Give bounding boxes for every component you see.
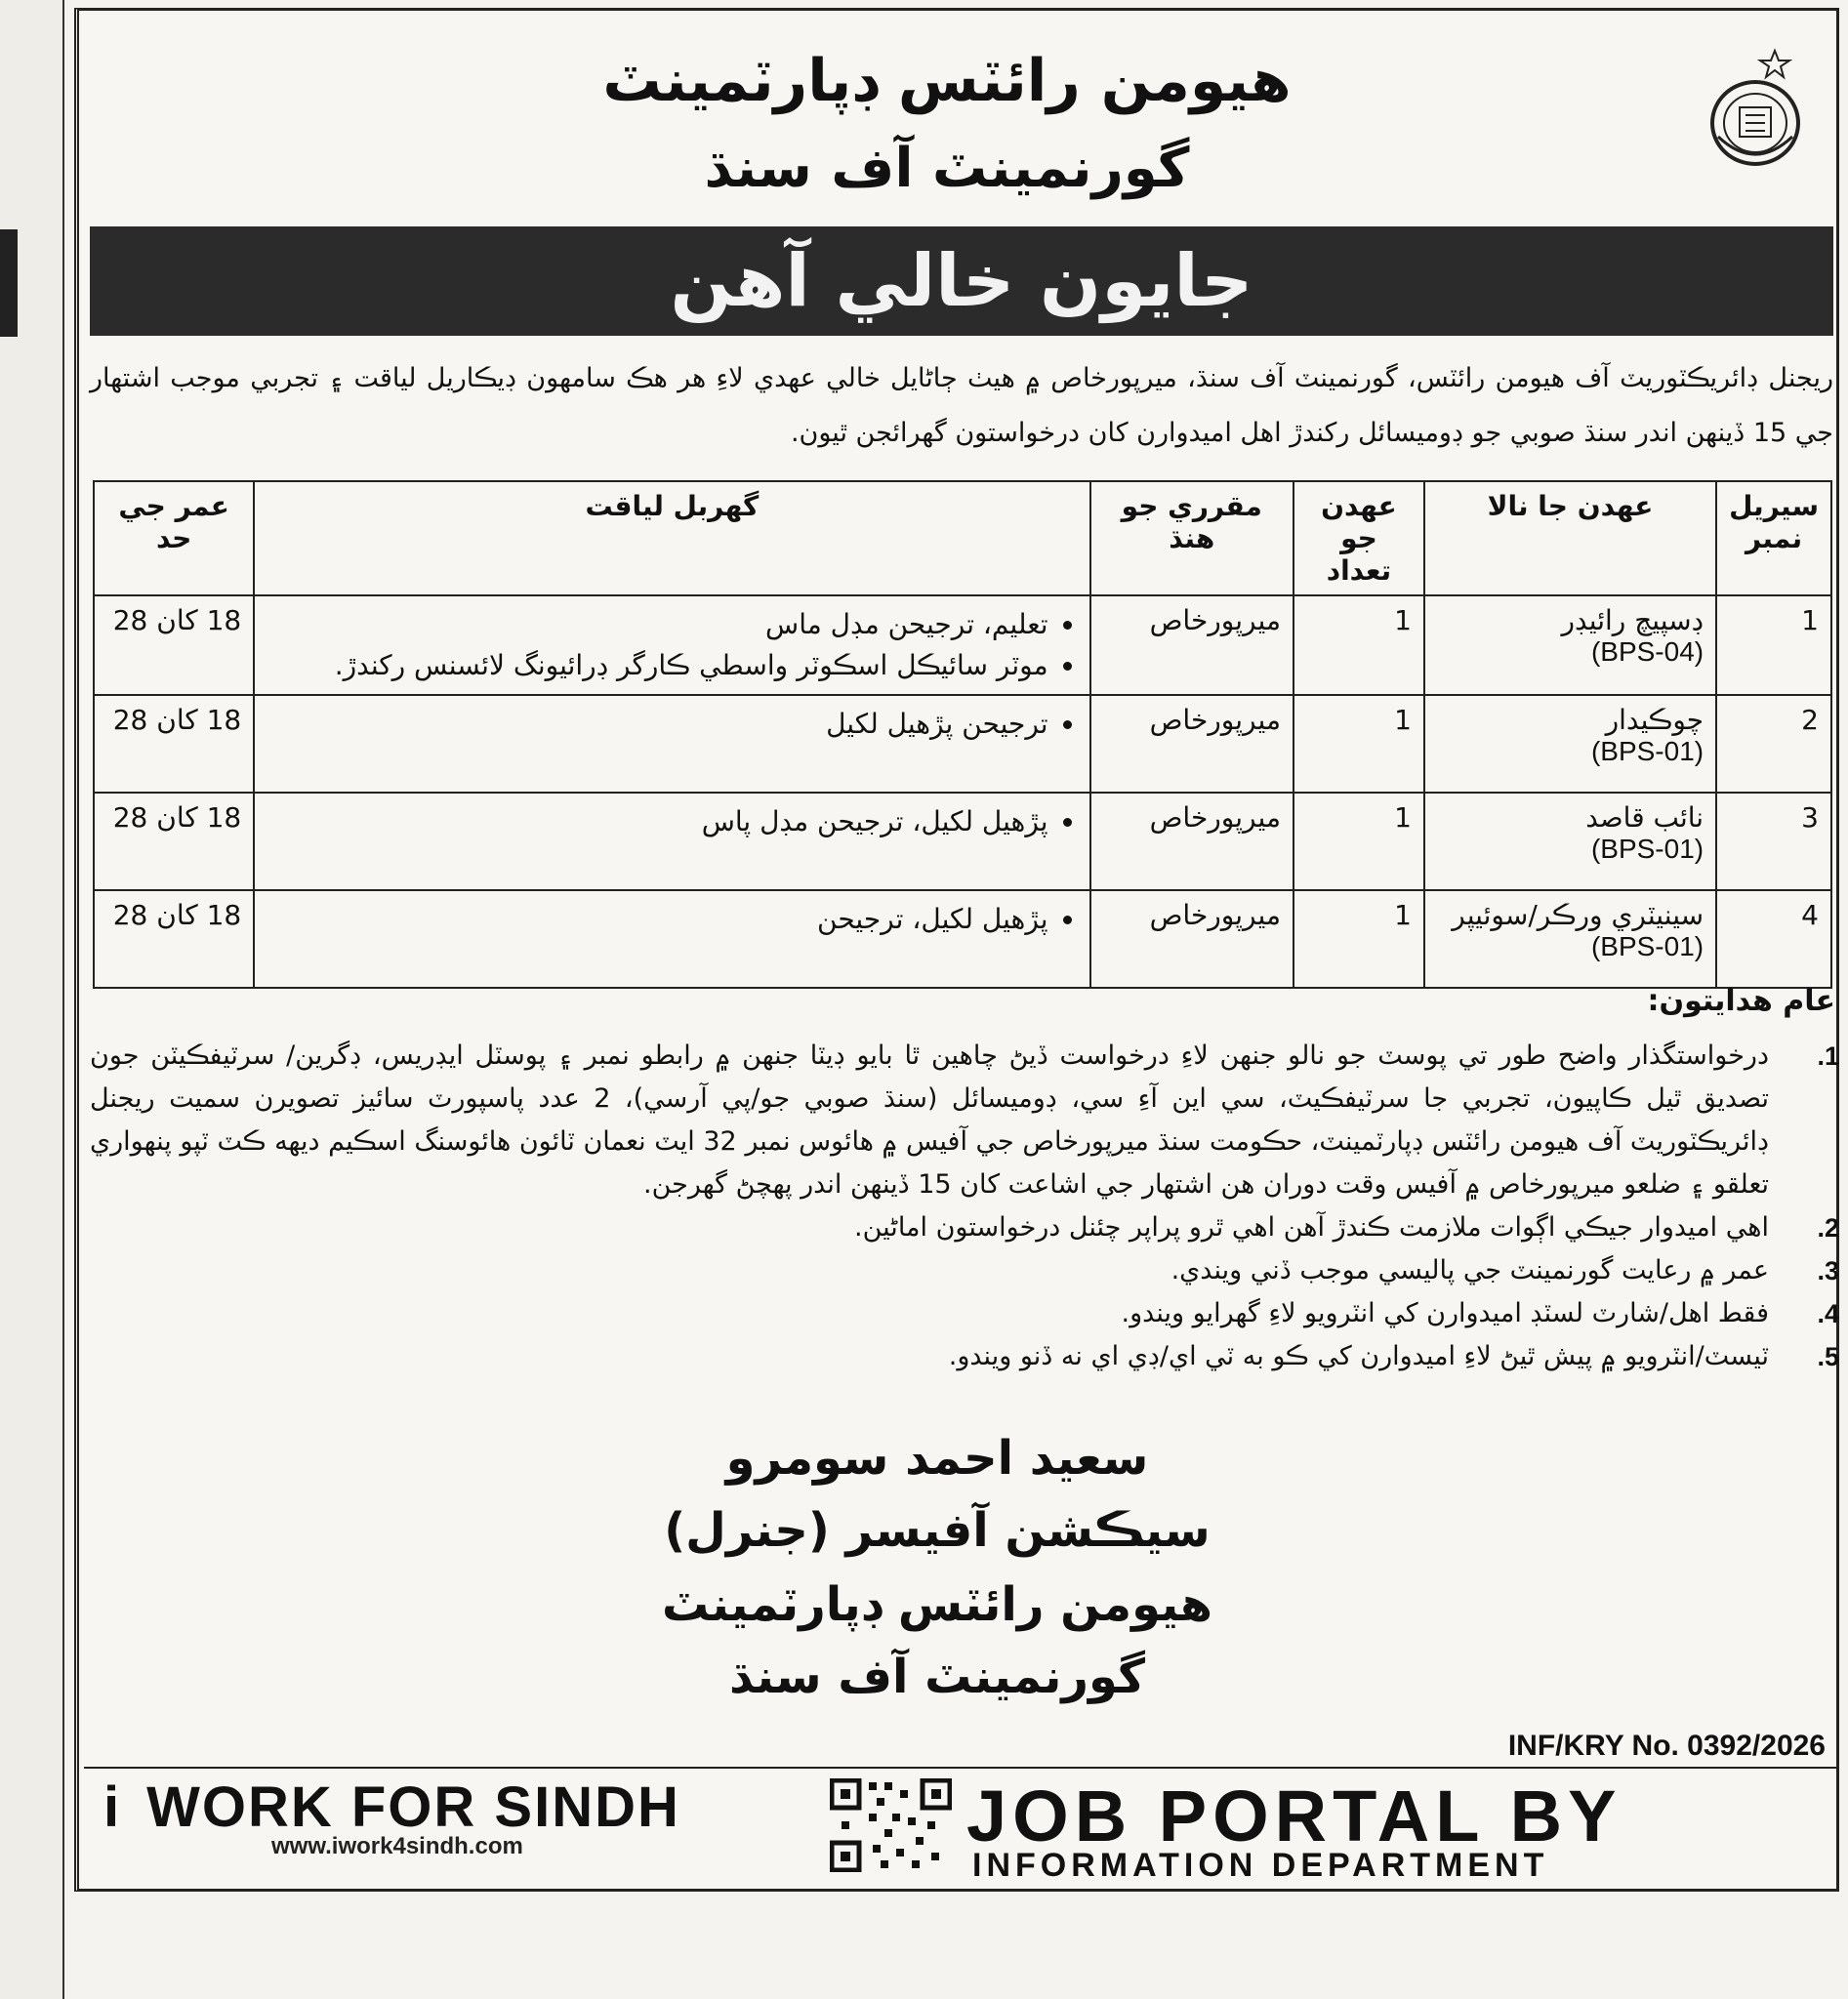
brand-text: WORK FOR SINDH xyxy=(146,1775,680,1839)
header-qualification: گهربل لياقت xyxy=(254,481,1089,595)
header-count: عهدن جو تعداد xyxy=(1294,481,1424,595)
cell-location: ميرپورخاص xyxy=(1090,595,1294,695)
cell-count: 1 xyxy=(1294,595,1424,695)
header-serial: سيريل نمبر xyxy=(1716,481,1831,595)
instructions-list xyxy=(90,1035,1839,1378)
table-row xyxy=(94,793,1831,890)
intro-paragraph: ريجنل ڊائريڪٽوريٽ آف هيومن رائٽس، گورنمينٽ آف سنڌ، ميرپورخاص ۾ هيٺ ڄاڻايل خالي عهدي لاءِ هر هڪ سامهون ڊيڪاريل لياقت ۽ تجربي موجب اشتهار جي 15 ڏينهن اندر سنڌ صوبي جو ڊوميسائل رکندڙ اهل اميدوارن کان درخواستون گهرائجن ٿيون. xyxy=(90,363,1833,448)
qualification-item: • ترجيحن پڙهيل لکيل xyxy=(267,704,1047,745)
signatory-government: گورنمينٽ آف سنڌ xyxy=(729,1650,1145,1704)
instruction-number: 3. xyxy=(1817,1256,1839,1285)
table-row xyxy=(94,595,1831,695)
government-title: گورنمينٽ آف سنڌ xyxy=(704,137,1190,200)
table-header-row xyxy=(94,481,1831,595)
cell-location: ميرپورخاص xyxy=(1090,695,1294,793)
signatory-department: هيومن رائٽس ڊپارٽمينٽ xyxy=(661,1577,1213,1632)
table-row xyxy=(94,695,1831,793)
cell-location: ميرپورخاص xyxy=(1090,890,1294,988)
cell-post xyxy=(1424,793,1716,890)
cell-serial: 3 xyxy=(1716,793,1831,890)
reference-number: INF/KRY No. 0392/2026 xyxy=(1507,1730,1826,1762)
instruction-number: 1. xyxy=(1817,1041,1839,1071)
post-name: چوڪيدار xyxy=(1605,704,1704,736)
instruction-number: 5. xyxy=(1817,1342,1839,1371)
cell-count: 1 xyxy=(1294,793,1424,890)
table-row xyxy=(94,890,1831,988)
portal-url: www.iwork4sindh.com xyxy=(271,1833,523,1859)
cell-age: 18 کان 28 xyxy=(94,595,254,695)
instruction-item xyxy=(90,1206,1839,1249)
cell-post xyxy=(1424,890,1716,988)
post-bps: (BPS-01) xyxy=(1590,931,1704,961)
adjacent-column-strip xyxy=(0,0,64,1999)
cell-post xyxy=(1424,595,1716,695)
post-bps: (BPS-01) xyxy=(1590,834,1704,864)
instruction-item xyxy=(90,1035,1839,1206)
department-title: هيومن رائٽس ڊپارٽمينٽ xyxy=(602,47,1292,115)
header-age: عمر جي حد xyxy=(94,481,254,595)
portal-title: JOB PORTAL BY xyxy=(966,1775,1622,1856)
cell-qualification xyxy=(254,890,1089,988)
cell-count: 1 xyxy=(1294,890,1424,988)
instruction-number: 4. xyxy=(1817,1299,1839,1328)
iwork-brand xyxy=(96,1775,680,1840)
cell-serial: 1 xyxy=(1716,595,1831,695)
sindh-government-emblem-icon xyxy=(1706,47,1804,172)
instruction-text: اهي اميدوار جيڪي اڳوات ملازمت ڪندڙ آهن اهي ٿرو پراپر چئنل درخواستون اماڻين. xyxy=(854,1212,1769,1243)
header-post: عهدن جا نالا xyxy=(1424,481,1716,595)
instruction-text: درخواستگذار واضح طور تي پوسٽ جو نالو جنهن لاءِ درخواست ڏيڻ چاهين ٿا بايو ڊيٽا جنهن ۾ رابطو نمبر ۽ پوسٽل ايڊريس، ڊگرين/ سرٽيفڪيٽن جون تصديق ٿيل ڪاپيون، تجربي جا سرٽيفڪيٽ، سي اين آءِ سي، ڊوميسائل (سنڌ صوبي جو/پي آرسي)، 2 عدد پاسپورٽ سائيز تصويرن سميت ريجنل ڊائريڪٽوريٽ آف هيومن رائٽس ڊپارٽمينٽ، حڪومت سنڌ ميرپورخاص جي آفيس ۾ هائوس نمبر 32 ايٽ نعمان ٽائون هائوسنگ اسڪيم ديهه ڪٽ ٽپو پنهواري تعلقو ۽ ضلعو ميرپورخاص ۾ آفيس وقت دوران هن اشتهار جي اشاعت کان 15 ڏينهن اندر پهچڻ گهرجن. xyxy=(90,1040,1769,1200)
cell-qualification xyxy=(254,695,1089,793)
post-bps: (BPS-04) xyxy=(1590,636,1704,667)
vacancies-banner: جايون خالي آهن xyxy=(90,226,1833,336)
portal-subtitle: INFORMATION DEPARTMENT xyxy=(972,1847,1549,1884)
post-name: نائب قاصد xyxy=(1585,801,1704,834)
cell-qualification xyxy=(254,793,1089,890)
instruction-text: ٽيسٽ/انٽرويو ۾ پيش ٿيڻ لاءِ اميدوارن کي ڪو به ٽي اي/ڊي اي نه ڏنو ويندو. xyxy=(948,1341,1769,1371)
cell-age: 18 کان 28 xyxy=(94,695,254,793)
cell-age: 18 کان 28 xyxy=(94,793,254,890)
header-location: مقرري جو هنڌ xyxy=(1090,481,1294,595)
qualification-item: • پڙهيل لکيل، ترجيحن مڊل پاس xyxy=(267,801,1047,842)
cell-qualification xyxy=(254,595,1089,695)
cell-post xyxy=(1424,695,1716,793)
signatory-name: سعيد احمد سومرو xyxy=(725,1431,1149,1486)
cell-serial: 2 xyxy=(1716,695,1831,793)
instruction-text: فقط اهل/شارٽ لسٽڊ اميدوارن کي انٽرويو لاءِ گهرايو ويندو. xyxy=(1121,1298,1769,1328)
footer-divider xyxy=(84,1767,1837,1769)
qualification-item: • تعليم، ترجيحن مڊل ماس xyxy=(267,604,1047,645)
cell-location: ميرپورخاص xyxy=(1090,793,1294,890)
instruction-item xyxy=(90,1335,1839,1378)
qr-code-icon xyxy=(830,1778,952,1872)
cell-age: 18 کان 28 xyxy=(94,890,254,988)
instruction-text: عمر ۾ رعايت گورنمينٽ جي پاليسي موجب ڏني ويندي. xyxy=(1170,1255,1769,1285)
instruction-item xyxy=(90,1249,1839,1292)
vacancies-table xyxy=(93,480,1832,989)
cell-serial: 4 xyxy=(1716,890,1831,988)
cell-count: 1 xyxy=(1294,695,1424,793)
instruction-item xyxy=(90,1292,1839,1335)
instructions-heading: عام هدايتون: xyxy=(1647,984,1835,1018)
iwork-logo-icon: i xyxy=(103,1775,122,1839)
post-bps: (BPS-01) xyxy=(1590,736,1704,766)
post-name: سينيٽري ورڪر/سوئيپر xyxy=(1452,899,1704,931)
qualification-item: • موٽر سائيڪل اسڪوٽر واسطي ڪارگر ڊرائيونگ لائسنس رکندڙ. xyxy=(267,645,1047,686)
post-name: ڊسپيچ رائيڊر xyxy=(1561,604,1704,636)
instruction-number: 2. xyxy=(1817,1213,1839,1243)
qualification-item: • پڙهيل لکيل، ترجيحن xyxy=(267,899,1047,940)
signatory-designation: سيڪشن آفيسر (جنرل) xyxy=(664,1503,1211,1558)
